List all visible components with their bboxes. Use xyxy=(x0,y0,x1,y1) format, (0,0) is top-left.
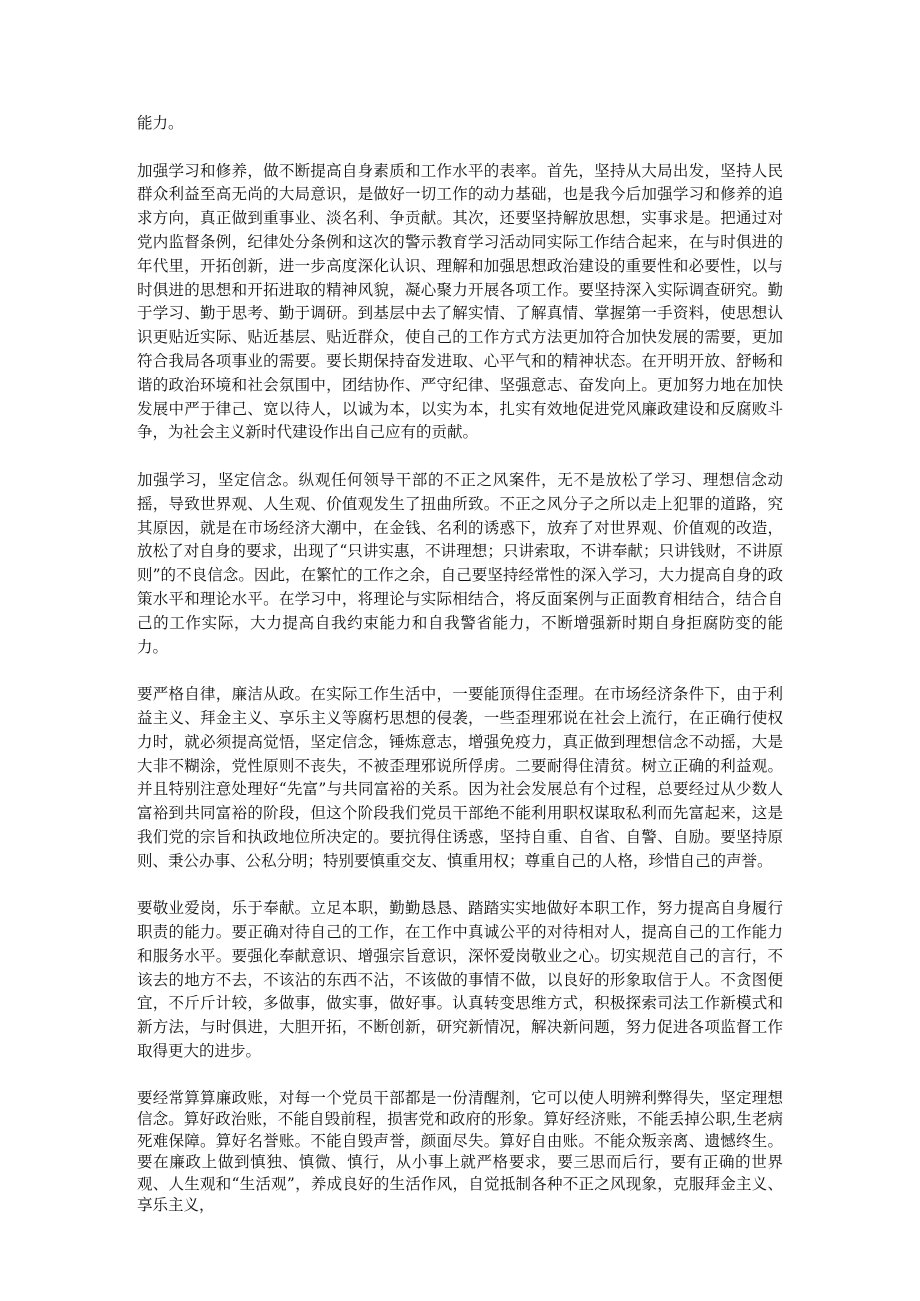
paragraph-self-discipline: 要严格自律，廉洁从政。在实际工作生活中，一要能顶得住歪理。在市场经济条件下，由于利益主义、拜金主义、享乐主义等腐朽思想的侵袭，一些歪理邪说在社会上流行，在正确行使权力时，就必须提高觉悟，坚定信念，锤炼意志，增强免疫力，真正做到理想信念不动摇，大是大非不糊涂，党性原则不丧失，不被歪理邪说所俘虏。二要耐得住清贫。树立正确的利益观。并且特别注意处理好“先富”与共同富裕的关系。因为社会发展总有个过程，总要经过从少数人富裕到共同富裕的阶段，但这个阶段我们党员干部绝不能利用职权谋取私利而先富起来，这是我们党的宗旨和执政地位所决定的。要抗得住诱惑，坚持自重、自省、自警、自励。要坚持原则、秉公办事、公私分明；特别要慎重交友、慎重用权；尊重自己的人格，珍惜自己的声誉。 xyxy=(137,685,783,870)
paragraph-integrity-accounts: 要经常算算廉政账，对每一个党员干部都是一份清醒剂，它可以使人明辨利弊得失，坚定理想信念。算好政治账，不能自毁前程，损害党和政府的形象。算好经济账，不能丢掉公职,生老病死难保障。算好名誉账。不能自毁声誉，颜面尽失。算好自由账。不能众叛亲离、遗憾终生。要在廉政上做到慎独、慎微、慎行，从小事上就严格要求，要三思而后行，要有正确的世界观、人生观和“生活观”，养成良好的生活作风，自觉抵制各种不正之风现象，克服拜金主义、享乐主义， xyxy=(137,1088,783,1215)
paragraph-dedication: 要敬业爱岗，乐于奉献。立足本职，勤勤恳恳、踏踏实实地做好本职工作，努力提高自身履行职责的能力。要正确对待自己的工作，在工作中真诚公平的对待相对人，提高自己的工作能力和服务水平。要强化奉献意识、增强宗旨意识，深怀爱岗敬业之心。切实规范自己的言行，不该去的地方不去，不该沾的东西不沾，不该做的事情不做，以良好的形象取信于人。不贪图便宜，不斤斤计较，多做事，做实事，做好事。认真转变思维方式，积极探索司法工作新模式和新方法，与时俱进，大胆开拓，不断创新，研究新情况，解决新问题，努力促进各项监督工作取得更大的进步。 xyxy=(137,899,783,1061)
paragraph-continuation: 能力。 xyxy=(137,114,184,132)
paragraph-study-and-cultivation: 加强学习和修养，做不断提高自身素质和工作水平的表率。首先，坚持从大局出发，坚持人民群众利益至高无尚的大局意识，是做好一切工作的动力基础，也是我今后加强学习和修养的追求方向，真正做到重事业、淡名利、争贡献。其次，还要坚持解放思想，实事求是。把通过对党内监督条例，纪律处分条例和这次的警示教育学习活动同实际工作结合起来，在与时俱进的年代里，开拓创新，进一步高度深化认识、理解和加强思想政治建设的重要性和必要性，以与时俱进的思想和开拓进取的精神风貌，凝心聚力开展各项工作。要坚持深入实际调查研究。勤于学习、勤于思考、勤于调研。到基层中去了解实情、了解真情、掌握第一手资料，使思想认识更贴近实际、贴近基层、贴近群众，使自己的工作方式方法更加符合加快发展的需要，更加符合我局各项事业的需要。要长期保持奋发进取、心平气和的精神状态。在开明开放、舒畅和谐的政治环境和社会氛围中，团结协作、严守纪律、坚强意志、奋发向上。更加努力地在加快发展中严于律己、宽以待人，以诚为本，以实为本，扎实有效地促进党风廉政建设和反腐败斗争，为社会主义新时代建设作出自己应有的贡献。 xyxy=(137,161,783,442)
paragraph-firm-belief: 加强学习，坚定信念。纵观任何领导干部的不正之风案件，无不是放松了学习、理想信念动摇，导致世界观、人生观、价值观发生了扭曲所致。不正之风分子之所以走上犯罪的道路，究其原因，就是在市场经济大潮中，在金钱、名利的诱惑下，放弃了对世界观、价值观的改造，放松了对自身的要求，出现了“只讲实惠，不讲理想；只讲索取，不讲奉献；只讲钱财，不讲原则”的不良信念。因此，在繁忙的工作之余，自己要坚持经常性的深入学习，大力提高自身的政策水平和理论水平。在学习中，将理论与实际相结合，将反面案例与正面教育相结合，结合自己的工作实际，大力提高自我约束能力和自我警省能力，不断增强新时期自身拒腐防变的能力。 xyxy=(137,470,783,656)
